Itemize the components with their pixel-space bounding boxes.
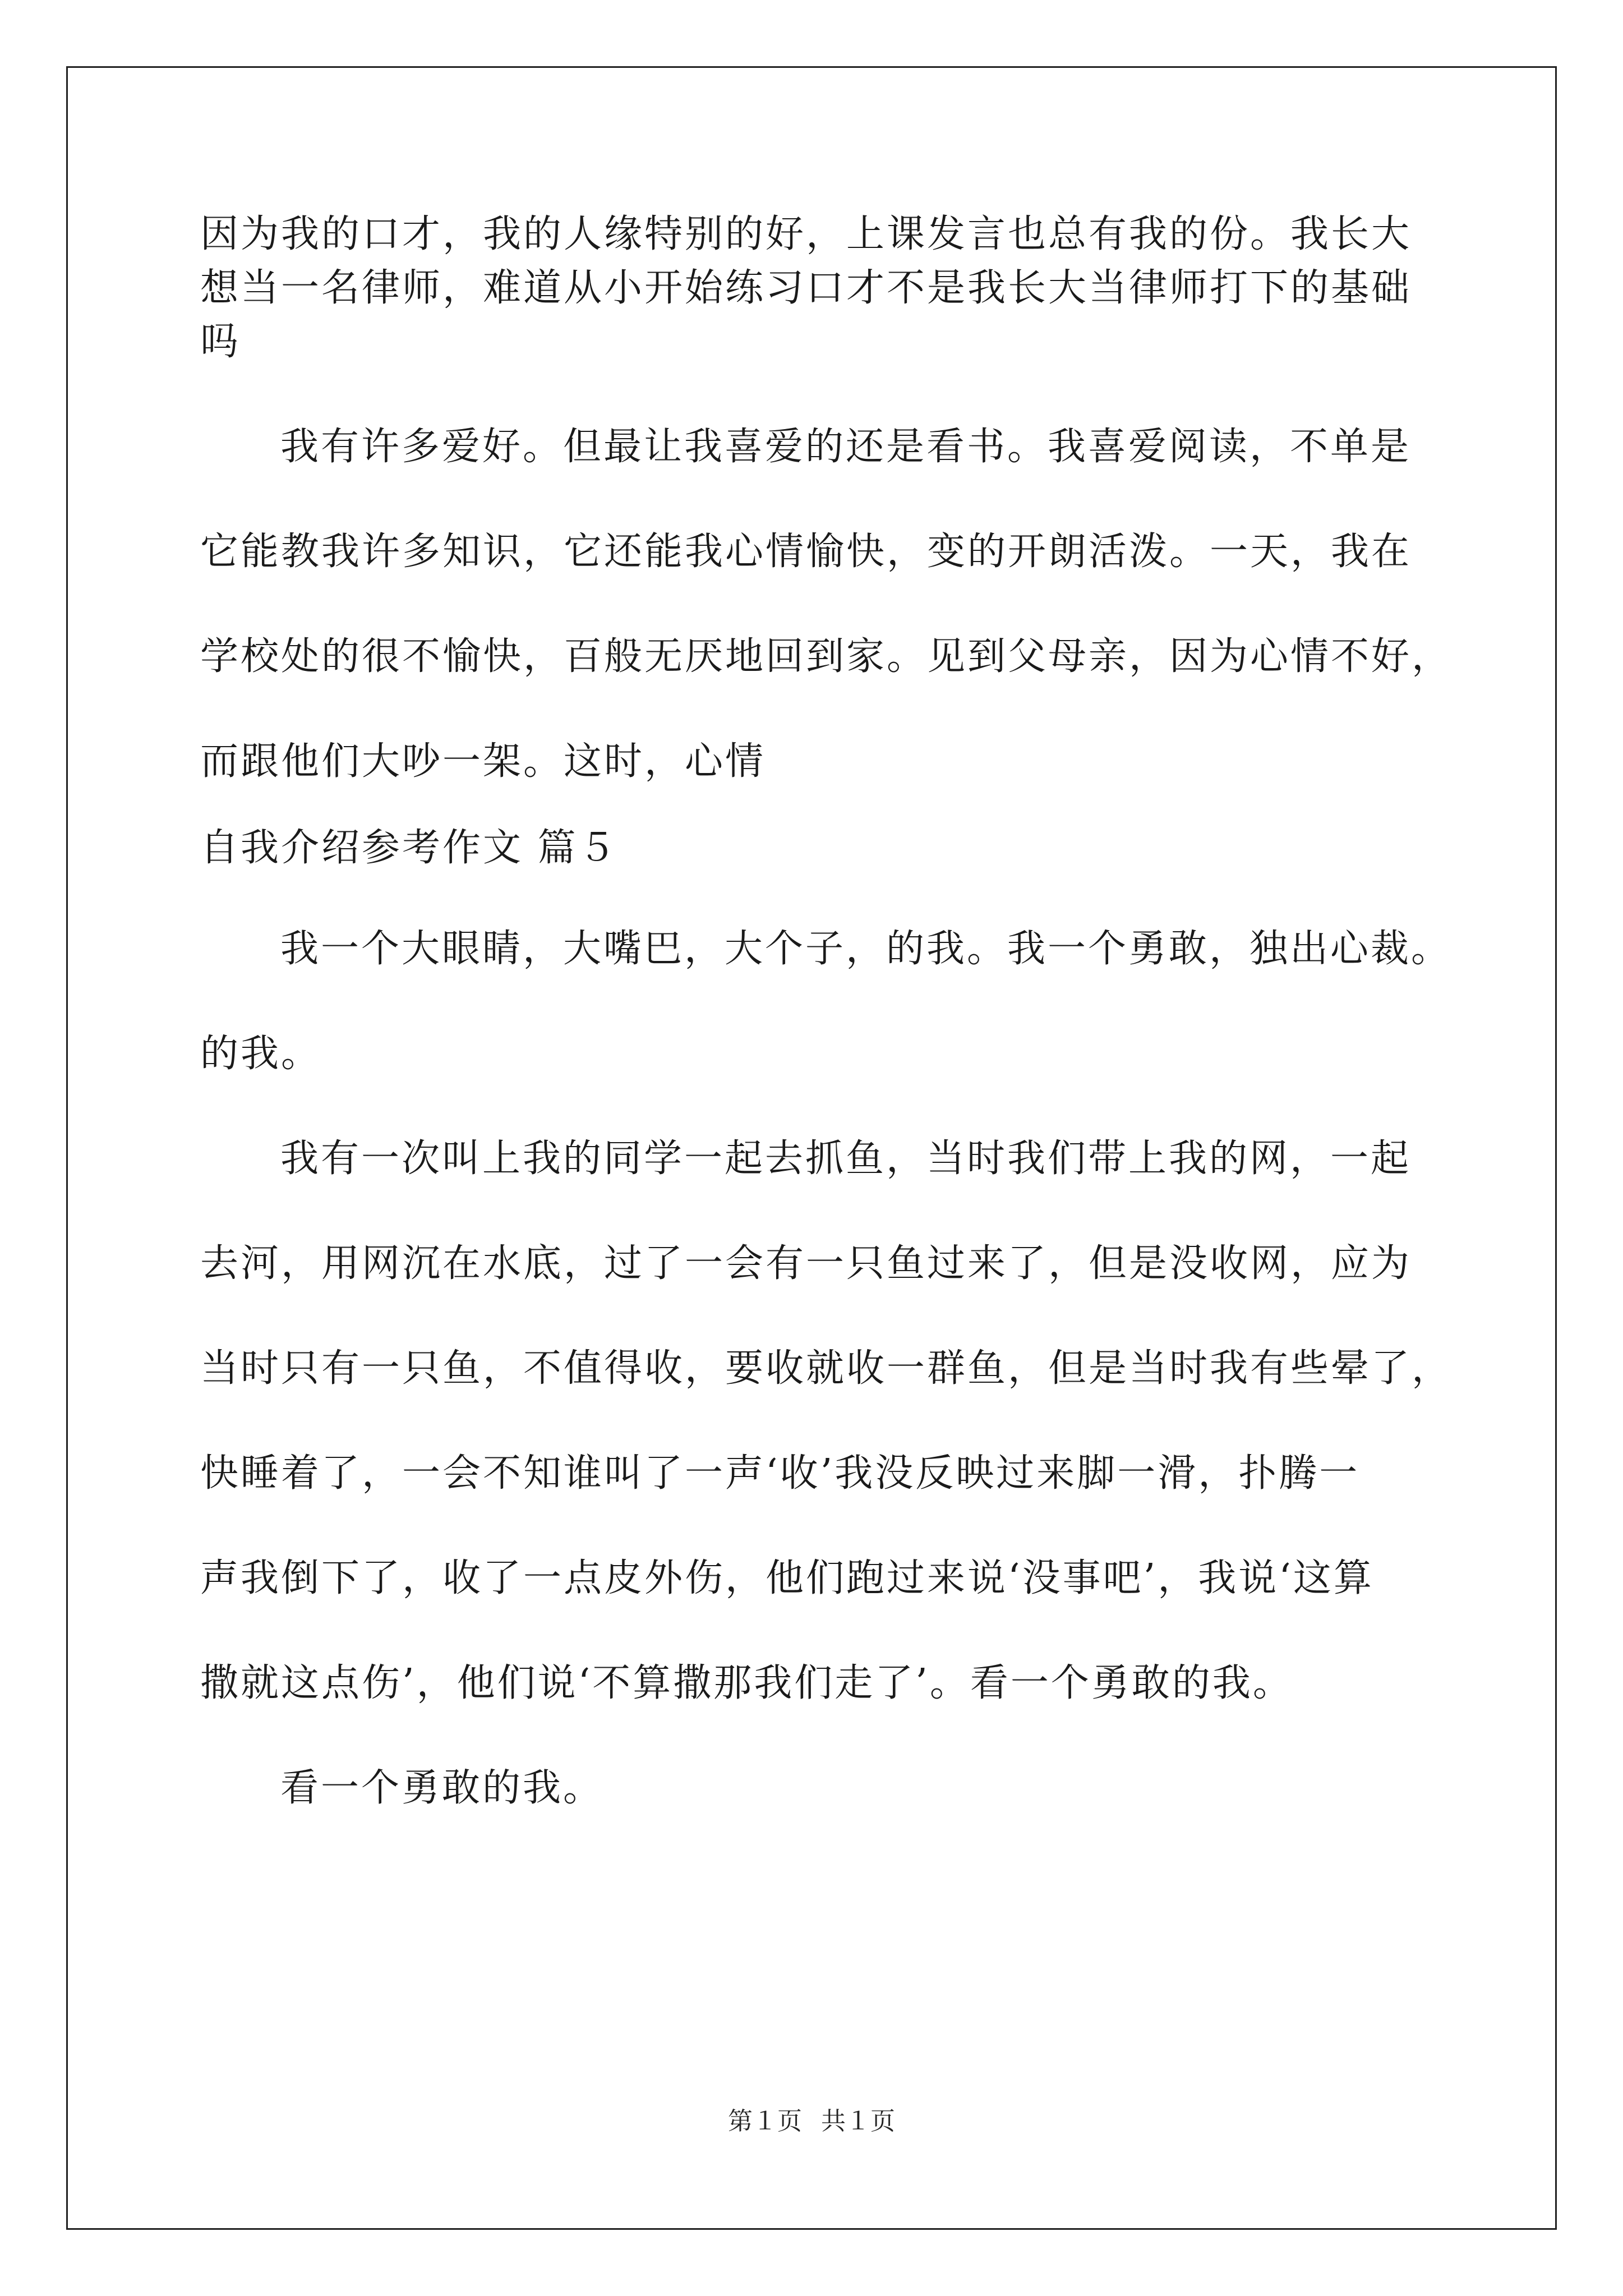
text-line: 我有许多爱好。但最让我喜爱的还是看书。我喜爱阅读，不单是 bbox=[280, 425, 1412, 469]
text-line: 吗 bbox=[200, 320, 241, 364]
text-line: 当时只有一只鱼，不值得收，要收就收一群鱼，但是当时我有些晕了， bbox=[200, 1346, 1453, 1391]
text-line: 因为我的口才，我的人缘特别的好，上课发言也总有我的份。我长大 bbox=[200, 212, 1412, 256]
text-line: 撒就这点伤’，他们说‘不算撒那我们走了’。看一个勇敢的我。 bbox=[200, 1661, 1293, 1705]
text-line: 它能教我许多知识，它还能我心情愉快，变的开朗活泼。一天，我在 bbox=[200, 530, 1412, 574]
paragraph bbox=[200, 420, 1453, 789]
page-number: 第１页 bbox=[728, 2107, 802, 2136]
text-line: 的我。 bbox=[200, 1032, 322, 1076]
text-line: 学校处的很不愉快，百般无厌地回到家。见到父母亲，因为心情不好， bbox=[200, 634, 1453, 679]
text-line: 而跟他们大吵一架。这时，心情 bbox=[200, 739, 766, 784]
text-line: 我有一次叫上我的同学一起去抓鱼，当时我们带上我的网，一起 bbox=[280, 1137, 1412, 1181]
paragraph bbox=[200, 1132, 1453, 1710]
section-heading: 自我介绍参考作文 篇５ bbox=[200, 826, 619, 870]
paragraph bbox=[200, 1761, 1434, 1815]
text-line: 快睡着了，一会不知谁叫了一声‘收’我没反映过来脚一滑，扑腾一 bbox=[200, 1451, 1360, 1496]
paragraph bbox=[200, 208, 1434, 369]
text-line: 去河，用网沉在水底，过了一会有一只鱼过来了，但是没收网，应为 bbox=[200, 1241, 1412, 1286]
document-body bbox=[200, 208, 1453, 1815]
text-line: 看一个勇敢的我。 bbox=[280, 1766, 604, 1810]
text-line: 声我倒下了，收了一点皮外伤，他们跑过来说‘没事吧’，我说‘这算 bbox=[200, 1556, 1374, 1600]
text-line: 想当一名律师，难道从小开始练习口才不是我长大当律师打下的基础 bbox=[200, 266, 1412, 310]
text-line: 我一个大眼睛，大嘴巴，大个子，的我。我一个勇敢，独出心裁。 bbox=[280, 927, 1452, 971]
paragraph bbox=[200, 922, 1452, 1081]
page-total: 共１页 bbox=[821, 2107, 895, 2136]
page-footer bbox=[0, 2101, 1623, 2137]
